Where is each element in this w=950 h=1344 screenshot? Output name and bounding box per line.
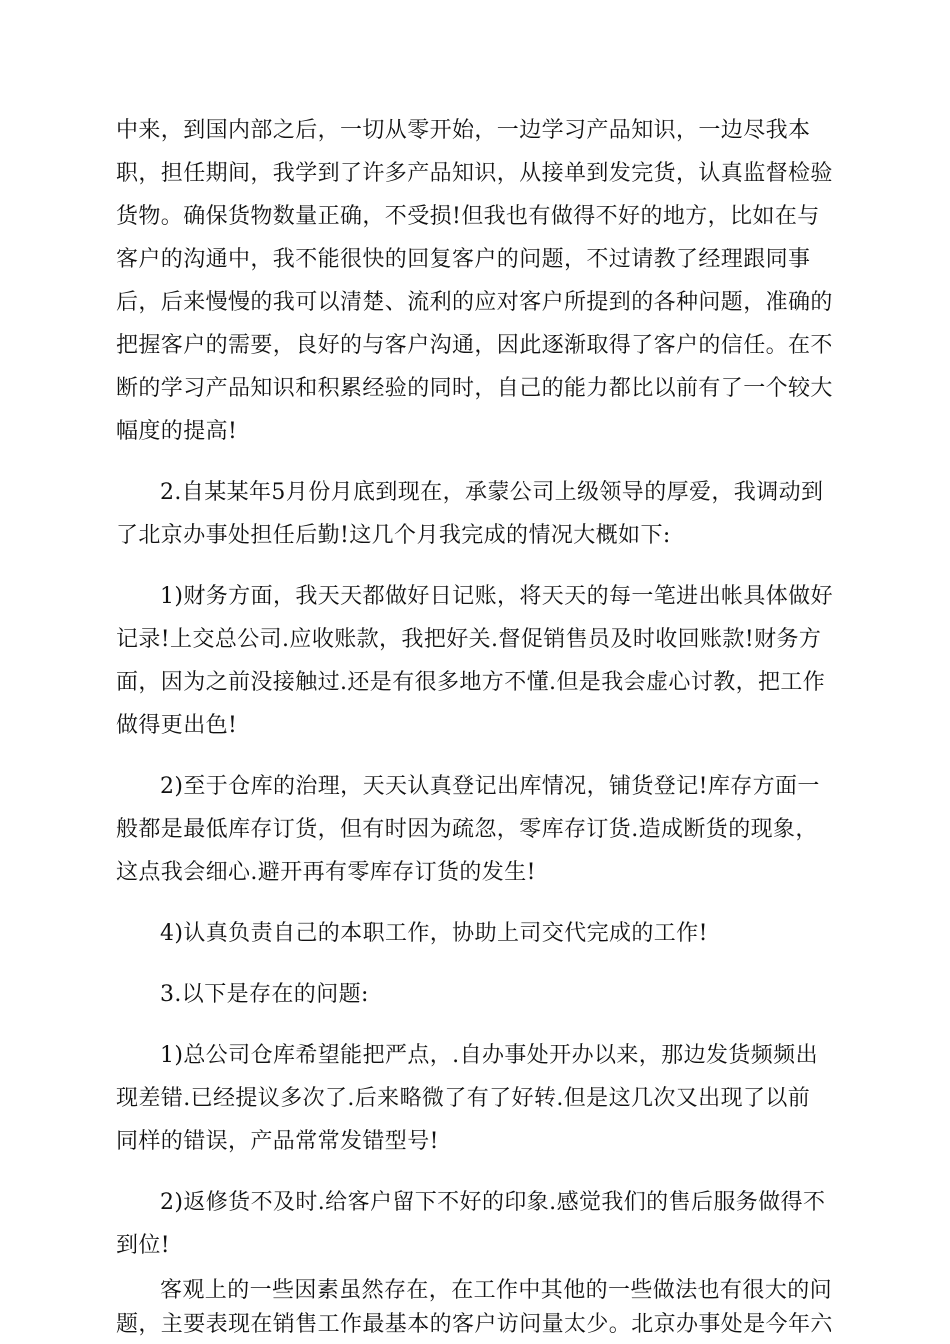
text-line: 题，主要表现在销售工作最基本的客户访问量太少。北京办事处是今年六 [116, 1312, 833, 1337]
text-line: 1)财务方面，我天天都做好日记账，将天天的每一笔进出帐具体做好 [160, 584, 833, 609]
text-line: 客户的沟通中，我不能很快的回复客户的问题，不过请教了经理跟同事 [116, 247, 811, 272]
text-line: 做得更出色! [116, 713, 238, 738]
text-line: 幅度的提高! [116, 419, 238, 444]
text-line: 客观上的一些因素虽然存在，在工作中其他的一些做法也有很大的问 [160, 1278, 833, 1303]
text-line: 这点我会细心.避开再有零库存订货的发生! [116, 860, 536, 885]
text-line: 了北京办事处担任后勤!这几个月我完成的情况大概如下: [116, 523, 671, 548]
text-line: 3.以下是存在的问题: [160, 982, 369, 1007]
text-line: 般都是最低库存订货，但有时因为疏忽，零库存订货.造成断货的现象， [116, 817, 818, 842]
text-line: 到位! [116, 1233, 171, 1258]
text-line: 把握客户的需要，良好的与客户沟通，因此逐渐取得了客户的信任。在不 [116, 333, 833, 358]
text-line: 4)认真负责自己的本职工作，协助上司交代完成的工作! [160, 921, 708, 946]
text-line: 1)总公司仓库希望能把严点，.自办事处开办以来，那边发货频频出 [160, 1043, 818, 1068]
text-line: 记录!上交总公司.应收账款，我把好关.督促销售员及时收回账款!财务方 [116, 627, 822, 652]
text-line: 2)至于仓库的治理，天天认真登记出库情况，铺货登记!库存方面一 [160, 774, 820, 799]
text-line: 现差错.已经提议多次了.后来略微了有了好转.但是这几次又出现了以前 [116, 1086, 811, 1111]
text-line: 2)返修货不及时.给客户留下不好的印象.感觉我们的售后服务做得不 [160, 1190, 826, 1215]
text-line: 中来，到国内部之后，一切从零开始，一边学习产品知识，一边尽我本 [116, 118, 811, 143]
text-line: 职，担任期间，我学到了许多产品知识，从接单到发完货，认真监督检验 [116, 161, 833, 186]
text-line: 货物。确保货物数量正确，不受损!但我也有做得不好的地方，比如在与 [116, 204, 820, 229]
text-line: 断的学习产品知识和积累经验的同时，自己的能力都比以前有了一个较大 [116, 376, 833, 401]
text-line: 后，后来慢慢的我可以清楚、流利的应对客户所提到的各种问题，准确的 [116, 290, 833, 315]
text-line: 同样的错误，产品常常发错型号! [116, 1129, 439, 1154]
text-line: 面，因为之前没接触过.还是有很多地方不懂.但是我会虚心讨教，把工作 [116, 670, 826, 695]
text-line: 2.自某某年5月份月底到现在，承蒙公司上级领导的厚爱，我调动到 [160, 480, 824, 505]
